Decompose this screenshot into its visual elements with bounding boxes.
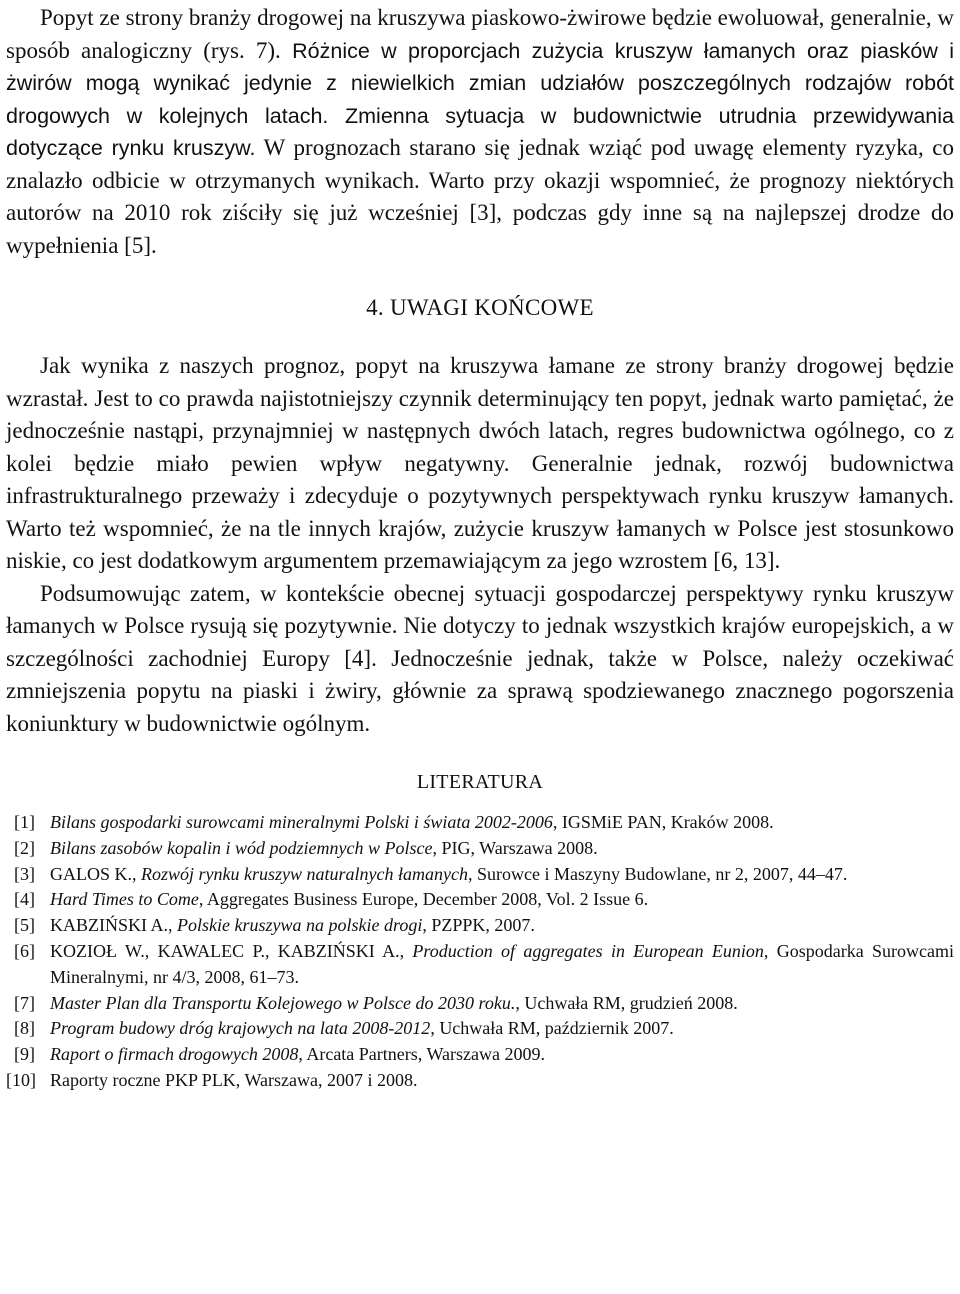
- paragraph-sans-part: Różnice w proporcjach zużycia kruszyw łamanych oraz piasków i żwirów mogą wynikać jedynie z niewielkich zmian udziałów poszczególnych rodzajów robót drogowych w kolejnych latach. Zmienna sytuacja w budownictwie utrudnia przewidywania dotyczące rynku kruszyw.: [6, 38, 954, 160]
- reference-number: [8]: [14, 1018, 35, 1039]
- reference-number: [2]: [14, 837, 35, 858]
- paragraph-conclusions: Jak wynika z naszych prognoz, popyt na kruszywa łamane ze strony branży drogowej będzie wzrastał. Jest to co prawda najistotniejszy czynnik determinujący ten popyt, jednak warto pamiętać, że jednocześnie nastąpi, przynajmniej w następnych dwóch latach, regres budownictwa ogólnego, co z kolei będzie miało pewien wpływ negatywny. Generalnie jednak, rozwój budownictwa infrastrukturalnego przeważy i zdecyduje o pozytywnych perspektywach rynku kruszyw łamanych. Warto też wspomnieć, że na tle innych krajów, zużycie kruszyw łamanych w Polsce jest stosunkowo niskie, co jest dodatkowym argumentem przemawiającym za jego wzrostem [6, 13].: [6, 353, 954, 573]
- reference-number: [1]: [14, 812, 35, 832]
- reference-details: , Gospodarka Surowcami Mineralnymi, nr 4/3, 2008, 61–73.: [50, 940, 954, 987]
- reference-details: , Uchwała RM, grudzień 2008.: [515, 992, 738, 1013]
- reference-author: GALOS K.,: [50, 863, 142, 884]
- section-heading: 4. UWAGI KOŃCOWE: [366, 295, 594, 320]
- reference-number: [10]: [6, 1069, 36, 1090]
- reference-title: Raport o firmach drogowych 2008: [50, 1044, 299, 1065]
- reference-item: [6, 1016, 954, 1042]
- reference-item: [6, 836, 954, 862]
- reference-details: , PIG, Warszawa 2008.: [432, 837, 598, 858]
- reference-title: Production of aggregates in European Eunion: [412, 940, 764, 961]
- reference-details: , IGSMiE PAN, Kraków 2008.: [552, 812, 774, 832]
- reference-author: KABZIŃSKI A.,: [50, 915, 178, 936]
- reference-title: Hard Times to Come: [50, 889, 199, 910]
- reference-author: KOZIOŁ W., KAWALEC P., KABZIŃSKI A.,: [50, 940, 413, 961]
- reference-list: [6, 810, 954, 1094]
- reference-item: [6, 862, 954, 888]
- reference-title: Bilans gospodarki surowcami mineralnymi Polski i świata 2002-2006: [50, 812, 553, 832]
- reference-number: [3]: [14, 863, 35, 884]
- paragraph-serif-part: Popyt ze strony branży drogowej na kruszywa piaskowo-żwirowe będzie ewoluował, generalnie, w sposób analogiczny (rys. 7).: [6, 5, 954, 63]
- reference-item: [6, 1068, 954, 1094]
- reference-title: Master Plan dla Transportu Kolejowego w Polsce do 2030 roku.: [50, 992, 516, 1013]
- reference-item: [6, 887, 954, 913]
- reference-details: , Uchwała RM, październik 2007.: [430, 1018, 674, 1039]
- reference-title: Bilans zasobów kopalin i wód podziemnych w Polsce: [50, 837, 433, 858]
- reference-title: Program budowy dróg krajowych na lata 2008-2012: [50, 1018, 431, 1039]
- paragraph-rock-aggregates-demand: [6, 2, 954, 262]
- reference-item: [6, 991, 954, 1017]
- reference-author: Raporty roczne PKP PLK, Warszawa, 2007 i 2008.: [50, 1069, 418, 1090]
- reference-number: [5]: [14, 915, 35, 936]
- reference-title: Rozwój rynku kruszyw naturalnych łamanych: [141, 863, 468, 884]
- reference-number: [6]: [14, 940, 35, 961]
- reference-details: , Arcata Partners, Warszawa 2009.: [298, 1044, 545, 1065]
- reference-item: [6, 939, 954, 991]
- reference-item: [6, 1042, 954, 1068]
- reference-details: , Surowce i Maszyny Budowlane, nr 2, 2007, 44–47.: [467, 863, 848, 884]
- reference-title: Polskie kruszywa na polskie drogi: [177, 915, 423, 936]
- reference-details: , PZPPK, 2007.: [422, 915, 535, 936]
- reference-number: [7]: [14, 992, 35, 1013]
- reference-item: [6, 913, 954, 939]
- reference-number: [4]: [14, 889, 35, 910]
- reference-details: , Aggregates Business Europe, December 2008, Vol. 2 Issue 6.: [198, 889, 649, 910]
- reference-item: [6, 810, 954, 836]
- paragraph-serif-tail: W prognozach starano się jednak wziąć pod uwagę elementy ryzyka, co znalazło odbicie w otrzymanych wynikach. Warto przy okazji wspomnieć, że prognozy niektórych autorów na 2010 rok ziściły się już wcześniej [3], podczas gdy inne są na najlepszej drodze do wypełnienia [5].: [6, 135, 954, 258]
- reference-number: [9]: [14, 1044, 35, 1065]
- literature-heading: LITERATURA: [416, 771, 544, 793]
- paragraph-summary: Podsumowując zatem, w kontekście obecnej sytuacji gospodarczej perspektywy rynku kruszyw łamanych w Polsce rysują się pozytywnie. Nie dotyczy to jednak wszystkich krajów europejskich, a w szczególności zachodniej Europy [4]. Jednocześnie jednak, także w Polsce, należy oczekiwać zmniejszenia popytu na piaski i żwiry, głównie za sprawą spodziewanego znacznego pogorszenia koniunktury w budownictwie ogólnym.: [6, 580, 954, 736]
